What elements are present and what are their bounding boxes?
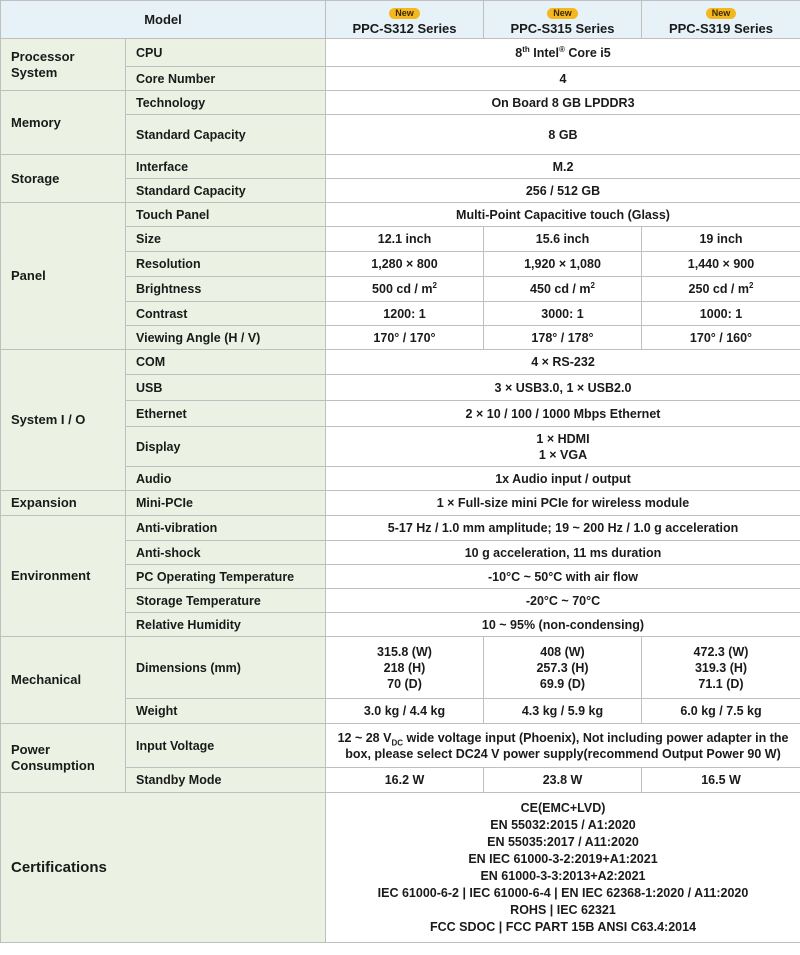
category-memory: Memory bbox=[1, 91, 126, 155]
spec-label: Contrast bbox=[126, 302, 326, 326]
cpu-gen: 8 bbox=[515, 45, 523, 60]
spec-value-cpu bbox=[326, 39, 800, 67]
spec-value-weight: 4.3 kg / 5.9 kg bbox=[484, 699, 642, 724]
dim-h: 319.3 (H) bbox=[694, 660, 748, 675]
spec-value-contrast: 3000: 1 bbox=[484, 302, 642, 326]
category-mechanical: Mechanical bbox=[1, 637, 126, 724]
spec-value-cores: 4 bbox=[326, 67, 800, 91]
spec-value-brightness bbox=[326, 277, 484, 302]
brightness-text: 500 cd / m bbox=[372, 282, 433, 296]
spec-value-brightness bbox=[484, 277, 642, 302]
table-row bbox=[1, 203, 800, 227]
spec-label: Standard Capacity bbox=[126, 179, 326, 203]
brightness-text: 450 cd / m bbox=[530, 282, 591, 296]
series-name: PPC-S319 Series bbox=[668, 20, 774, 36]
input-b: wide voltage input (Phoenix), Not including power adapter in the box, please select DC24 V power supply(recommend Output Power 90 W) bbox=[345, 730, 789, 761]
dim-w: 472.3 (W) bbox=[693, 644, 749, 659]
spec-value-certifications bbox=[326, 793, 800, 943]
input-a: 12 ~ 28 V bbox=[337, 730, 392, 745]
category-expansion: Expansion bbox=[1, 491, 126, 516]
spec-value-contrast: 1000: 1 bbox=[642, 302, 800, 326]
dim-d: 71.1 (D) bbox=[698, 676, 744, 691]
spec-value-size: 15.6 inch bbox=[484, 227, 642, 252]
cert-line: CE(EMC+LVD) bbox=[520, 800, 606, 815]
cert-line: EN 55032:2015 / A1:2020 bbox=[490, 817, 636, 832]
display-vga: 1 × VGA bbox=[538, 447, 588, 462]
spec-value-input-voltage bbox=[326, 724, 800, 768]
spec-value-storage-iface: M.2 bbox=[326, 155, 800, 179]
spec-label: Resolution bbox=[126, 252, 326, 277]
spec-label: Standard Capacity bbox=[126, 115, 326, 155]
cert-line: IEC 61000-6-2 | IEC 61000-6-4 | EN IEC 62368-1:2020 / A11:2020 bbox=[377, 885, 749, 900]
spec-label: CPU bbox=[126, 39, 326, 67]
spec-value-usb: 3 × USB3.0, 1 × USB2.0 bbox=[326, 375, 800, 401]
spec-label: Display bbox=[126, 427, 326, 467]
spec-value-angle: 178° / 178° bbox=[484, 326, 642, 350]
spec-label: Dimensions (mm) bbox=[126, 637, 326, 699]
spec-value-dimensions bbox=[484, 637, 642, 699]
spec-label: Standby Mode bbox=[126, 768, 326, 793]
spec-value-audio: 1x Audio input / output bbox=[326, 467, 800, 491]
table-row bbox=[1, 516, 800, 541]
cert-line: EN 61000-3-3:2013+A2:2021 bbox=[480, 868, 646, 883]
spec-value-weight: 6.0 kg / 7.5 kg bbox=[642, 699, 800, 724]
new-badge: New bbox=[547, 8, 578, 19]
power-cat-line1: Power bbox=[11, 742, 51, 757]
spec-value-standby: 16.2 W bbox=[326, 768, 484, 793]
spec-value-vibration: 5-17 Hz / 1.0 mm amplitude; 19 ~ 200 Hz / 1.0 g acceleration bbox=[326, 516, 800, 541]
display-hdmi: 1 × HDMI bbox=[536, 431, 590, 446]
spec-value-minipcie: 1 × Full-size mini PCIe for wireless module bbox=[326, 491, 800, 516]
cert-line: FCC SDOC | FCC PART 15B ANSI C63.4:2014 bbox=[429, 919, 697, 934]
table-row bbox=[1, 39, 800, 67]
spec-value-angle: 170° / 160° bbox=[642, 326, 800, 350]
dim-w: 408 (W) bbox=[540, 644, 585, 659]
spec-value-storage-cap: 256 / 512 GB bbox=[326, 179, 800, 203]
spec-label: Brightness bbox=[126, 277, 326, 302]
series-name: PPC-S312 Series bbox=[352, 20, 457, 36]
spec-label: Technology bbox=[126, 91, 326, 115]
spec-value-resolution: 1,440 × 900 bbox=[642, 252, 800, 277]
category-certifications: Certifications bbox=[1, 793, 326, 943]
spec-value-dimensions bbox=[326, 637, 484, 699]
spec-label: Weight bbox=[126, 699, 326, 724]
spec-label: Anti-shock bbox=[126, 541, 326, 565]
spec-value-resolution: 1,280 × 800 bbox=[326, 252, 484, 277]
spec-label: COM bbox=[126, 350, 326, 375]
brightness-exp: 2 bbox=[432, 280, 437, 290]
cpu-gen-suffix: th bbox=[522, 44, 530, 54]
spec-label: Storage Temperature bbox=[126, 589, 326, 613]
table-row bbox=[1, 155, 800, 179]
spec-label: Interface bbox=[126, 155, 326, 179]
spec-label: Size bbox=[126, 227, 326, 252]
table-row bbox=[1, 350, 800, 375]
spec-value-brightness bbox=[642, 277, 800, 302]
spec-value-standby: 23.8 W bbox=[484, 768, 642, 793]
series-header-s315 bbox=[484, 1, 642, 39]
spec-label: USB bbox=[126, 375, 326, 401]
spec-label: Viewing Angle (H / V) bbox=[126, 326, 326, 350]
spec-value-weight: 3.0 kg / 4.4 kg bbox=[326, 699, 484, 724]
series-header-s312 bbox=[326, 1, 484, 39]
dim-h: 218 (H) bbox=[383, 660, 426, 675]
spec-label: Mini-PCIe bbox=[126, 491, 326, 516]
new-badge: New bbox=[706, 8, 737, 19]
spec-value-shock: 10 g acceleration, 11 ms duration bbox=[326, 541, 800, 565]
series-header-s319 bbox=[642, 1, 800, 39]
spec-value-com: 4 × RS-232 bbox=[326, 350, 800, 375]
dim-d: 69.9 (D) bbox=[539, 676, 586, 691]
spec-value-size: 19 inch bbox=[642, 227, 800, 252]
table-row bbox=[1, 91, 800, 115]
dim-h: 257.3 (H) bbox=[536, 660, 589, 675]
spec-value-humidity: 10 ~ 95% (non-condensing) bbox=[326, 613, 800, 637]
category-environment: Environment bbox=[1, 516, 126, 637]
new-badge: New bbox=[389, 8, 420, 19]
spec-value-size: 12.1 inch bbox=[326, 227, 484, 252]
input-sub: DC bbox=[391, 738, 403, 747]
table-row bbox=[1, 491, 800, 516]
spec-label: Ethernet bbox=[126, 401, 326, 427]
spec-value-dimensions bbox=[642, 637, 800, 699]
cert-line: ROHS | IEC 62321 bbox=[510, 902, 616, 917]
spec-value-display bbox=[326, 427, 800, 467]
table-row bbox=[1, 724, 800, 768]
cpu-model: Core i5 bbox=[568, 45, 611, 60]
spec-value-memory-cap: 8 GB bbox=[326, 115, 800, 155]
category-storage: Storage bbox=[1, 155, 126, 203]
dim-d: 70 (D) bbox=[387, 676, 422, 691]
category-panel: Panel bbox=[1, 203, 126, 350]
spec-value-resolution: 1,920 × 1,080 bbox=[484, 252, 642, 277]
model-header: Model bbox=[1, 1, 326, 39]
cert-line: EN 55035:2017 / A11:2020 bbox=[487, 834, 639, 849]
header-row bbox=[1, 1, 800, 39]
spec-label: Touch Panel bbox=[126, 203, 326, 227]
brightness-text: 250 cd / m bbox=[688, 282, 749, 296]
spec-value-standby: 16.5 W bbox=[642, 768, 800, 793]
spec-label: Core Number bbox=[126, 67, 326, 91]
spec-value-contrast: 1200: 1 bbox=[326, 302, 484, 326]
table-row bbox=[1, 793, 800, 943]
category-system-io: System I / O bbox=[1, 350, 126, 491]
brightness-exp: 2 bbox=[590, 280, 595, 290]
spec-label: Input Voltage bbox=[126, 724, 326, 768]
cpu-brand: Intel bbox=[533, 45, 559, 60]
spec-value-ethernet: 2 × 10 / 100 / 1000 Mbps Ethernet bbox=[326, 401, 800, 427]
spec-label: Anti-vibration bbox=[126, 516, 326, 541]
dim-w: 315.8 (W) bbox=[377, 644, 432, 659]
category-power bbox=[1, 724, 126, 793]
category-processor: Processor System bbox=[1, 39, 126, 91]
power-cat-line2: Consumption bbox=[11, 758, 95, 773]
spec-value-angle: 170° / 170° bbox=[326, 326, 484, 350]
spec-label: Relative Humidity bbox=[126, 613, 326, 637]
spec-value-storage-temp: -20°C ~ 70°C bbox=[326, 589, 800, 613]
spec-label: Audio bbox=[126, 467, 326, 491]
table-row bbox=[1, 637, 800, 699]
spec-value-memory-tech: On Board 8 GB LPDDR3 bbox=[326, 91, 800, 115]
cpu-reg: ® bbox=[558, 44, 565, 54]
spec-value-touch: Multi-Point Capacitive touch (Glass) bbox=[326, 203, 800, 227]
brightness-exp: 2 bbox=[749, 280, 754, 290]
cert-line: EN IEC 61000-3-2:2019+A1:2021 bbox=[468, 851, 658, 866]
series-name: PPC-S315 Series bbox=[510, 20, 615, 36]
spec-label: PC Operating Temperature bbox=[126, 565, 326, 589]
spec-value-op-temp: -10°C ~ 50°C with air flow bbox=[326, 565, 800, 589]
